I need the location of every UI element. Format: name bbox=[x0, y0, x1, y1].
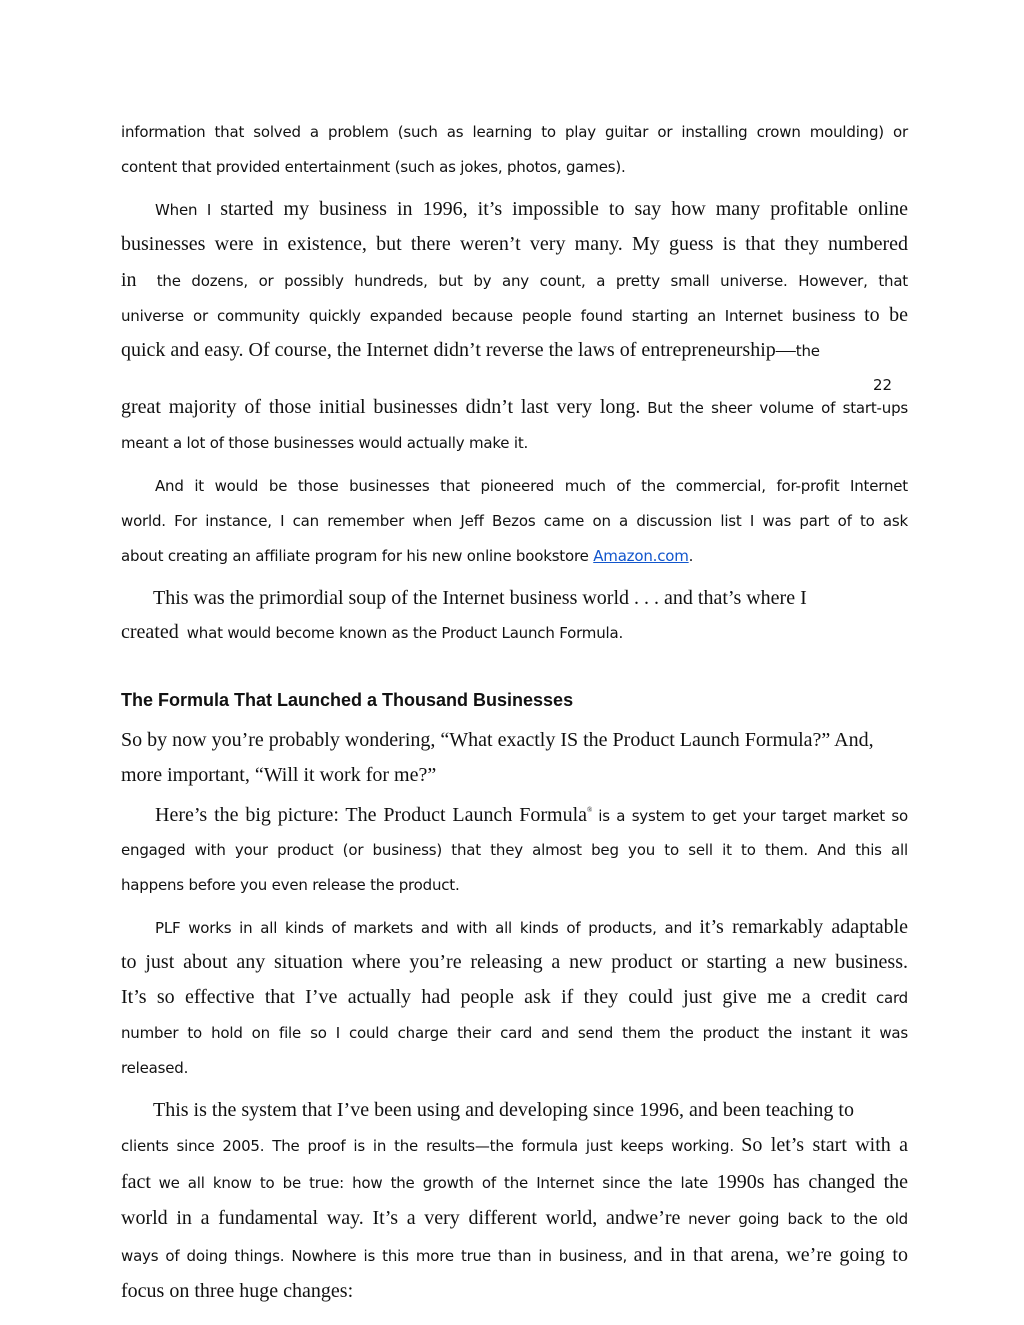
body-line: universe or community quickly expanded because people found starting an Internet business to be bbox=[121, 304, 909, 326]
page-number: 22 bbox=[873, 376, 893, 394]
body-line: focus on three huge changes: bbox=[121, 1280, 354, 1302]
body-line: number to hold on file so I could charge their card and send them the product the instant it was bbox=[121, 1024, 908, 1042]
body-line: more important, “Will it work for me?” bbox=[121, 764, 437, 786]
body-line: information that solved a problem (such as learning to play guitar or installing crown moulding) or bbox=[121, 123, 908, 141]
body-line: So by now you’re probably wondering, “What exactly IS the Product Launch Formula?” And, bbox=[121, 729, 874, 751]
body-line: engaged with your product (or business) that they almost beg you to sell it to them. And this all bbox=[121, 841, 908, 859]
registered-mark: ® bbox=[587, 806, 593, 814]
section-heading: The Formula That Launched a Thousand Businesses bbox=[121, 690, 574, 710]
body-line: It’s so effective that I’ve actually had people ask if they could just give me a credit card bbox=[121, 986, 909, 1008]
body-line: This was the primordial soup of the Internet business world . . . and that’s where I bbox=[153, 587, 807, 609]
body-line: in the dozens, or possibly hundreds, but by any count, a pretty small universe. However, that bbox=[121, 269, 908, 291]
body-line: created what would become known as the Product Launch Formula. bbox=[121, 621, 624, 643]
body-line: meant a lot of those businesses would actually make it. bbox=[121, 434, 529, 452]
body-line: And it would be those businesses that pioneered much of the commercial, for-profit Internet bbox=[155, 477, 908, 495]
body-line: released. bbox=[121, 1059, 189, 1077]
amazon-link[interactable]: Amazon.com bbox=[593, 547, 689, 565]
body-line: When I started my business in 1996, it’s impossible to say how many profitable online bbox=[155, 198, 908, 220]
body-line: ways of doing things. Nowhere is this more true than in business, and in that arena, we’re going to bbox=[121, 1244, 908, 1266]
body-line: clients since 2005. The proof is in the results—the formula just keeps working. So let’s start with a bbox=[121, 1134, 908, 1156]
body-line: happens before you even release the product. bbox=[121, 876, 460, 894]
body-line: fact we all know to be true: how the growth of the Internet since the late 1990s has changed the bbox=[121, 1171, 908, 1193]
body-line: content that provided entertainment (such as jokes, photos, games). bbox=[121, 158, 626, 176]
body-line: PLF works in all kinds of markets and with all kinds of products, and it’s remarkably adaptable bbox=[155, 916, 908, 938]
body-line: businesses were in existence, but there weren’t very many. My guess is that they numbered bbox=[121, 233, 908, 255]
body-line: great majority of those initial businesses didn’t last very long. But the sheer volume of start-ups bbox=[121, 396, 909, 418]
body-line: Here’s the big picture: The Product Launch Formula® is a system to get your target market so bbox=[155, 804, 908, 826]
body-line: to just about any situation where you’re releasing a new product or starting a new business. bbox=[121, 951, 908, 973]
body-line: quick and easy. Of course, the Internet didn’t reverse the laws of entrepreneurship—the bbox=[121, 339, 820, 361]
body-line: about creating an affiliate program for his new online bookstore Amazon.com. bbox=[121, 547, 694, 565]
body-line: world in a fundamental way. It’s a very different world, andwe’re never going back to the old bbox=[121, 1207, 909, 1229]
body-line: world. For instance, I can remember when Jeff Bezos came on a discussion list I was part of to ask bbox=[121, 512, 908, 530]
body-line: This is the system that I’ve been using and developing since 1996, and been teaching to bbox=[153, 1099, 854, 1121]
